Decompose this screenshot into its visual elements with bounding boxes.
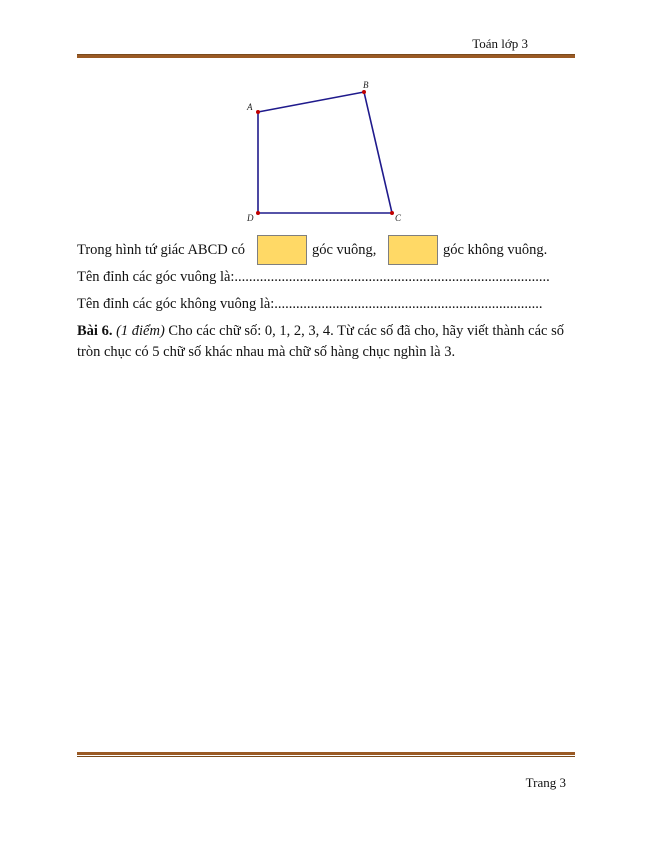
non-right-angle-vertices-line: Tên đỉnh các góc không vuông là:.......................................................................... (77, 296, 543, 312)
header-title: Toán lớp 3 (472, 36, 528, 51)
question-line-1-part-1: Trong hình tứ giác ABCD có (77, 242, 246, 258)
footer-page-number: Trang 3 (525, 775, 566, 790)
vertex-d-label: D (247, 213, 254, 223)
footer-rule (77, 752, 575, 757)
vertex-d-point (256, 211, 260, 215)
quadrilateral-abcd (258, 92, 392, 213)
non-right-angle-count-box[interactable] (388, 235, 438, 265)
bai-6-paragraph (77, 321, 577, 363)
vertex-c-point (390, 211, 394, 215)
vertex-a-point (256, 110, 260, 114)
question-line-1-part-3: góc không vuông. (443, 242, 548, 258)
bai-6-label: Bài 6. (77, 323, 113, 339)
vertex-a-label: A (247, 102, 253, 112)
right-angle-count-box[interactable] (257, 235, 307, 265)
header-rule (77, 54, 575, 58)
vertex-c-label: C (395, 213, 402, 223)
question-line-1-part-2: góc vuông, (312, 242, 377, 258)
quadrilateral-abcd-figure (230, 72, 420, 232)
bai-6-points: (1 điểm) (116, 323, 165, 339)
right-angle-vertices-line: Tên đỉnh các góc vuông là:....................................................................................... (77, 269, 550, 285)
bai-6-text: Cho các chữ số: 0, 1, 2, 3, 4. Từ các số đã cho, hãy viết thành các số tròn chục có 5 chữ số khác nhau mà chữ số hàng chục nghìn là 3. (77, 323, 564, 360)
vertex-b-label: B (363, 80, 369, 90)
question-line-1 (77, 242, 548, 259)
vertex-b-point (362, 90, 366, 94)
